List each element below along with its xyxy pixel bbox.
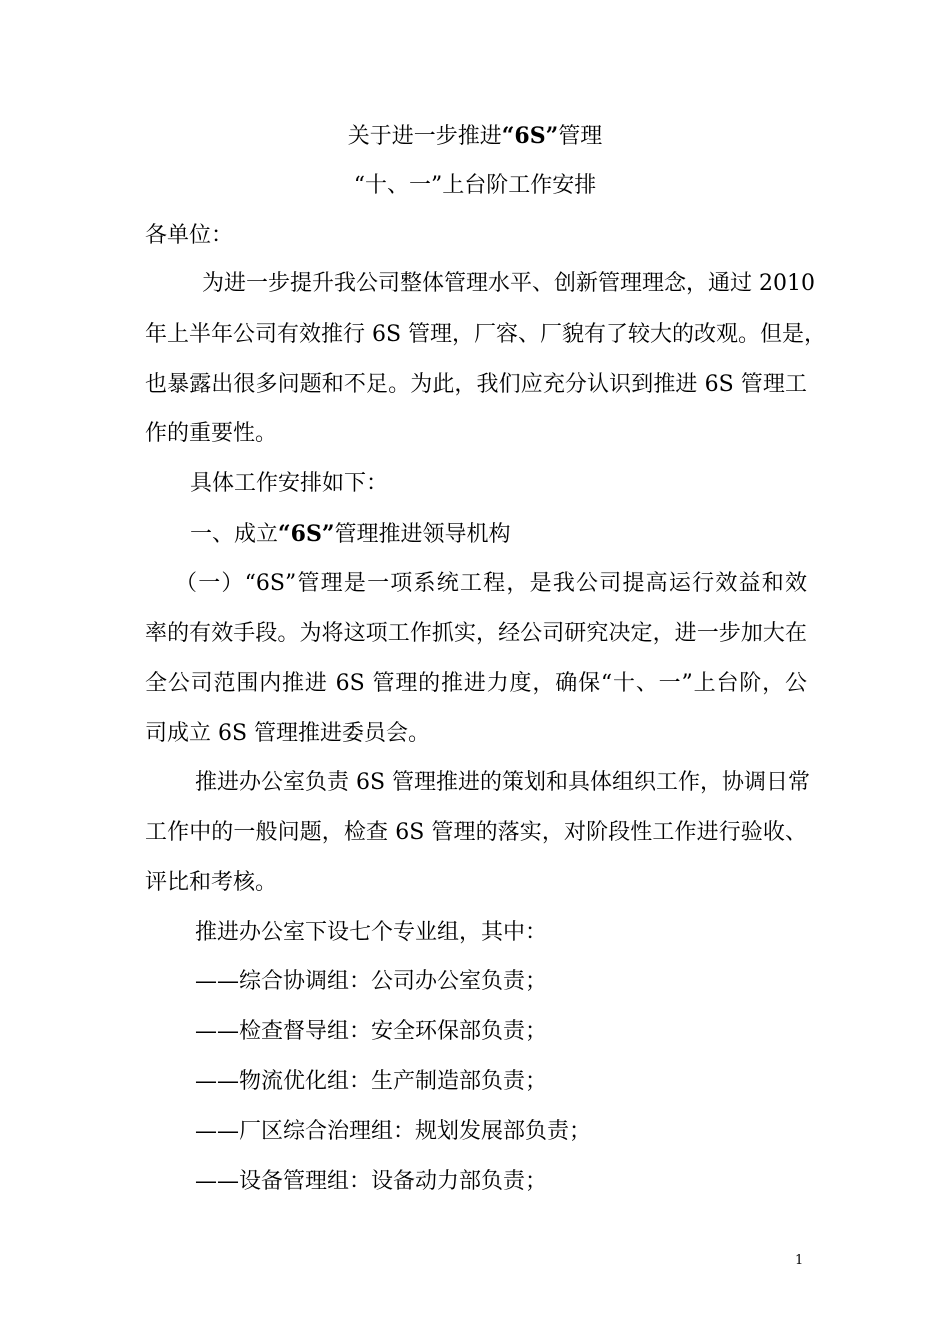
section-heading-after: 管理推进领导机构 [334,522,511,547]
document-title-line-1 [0,124,950,149]
page-number: 1 [795,1253,804,1268]
group-item: ——综合协调组：公司办公室负责； [195,969,548,994]
section-heading-bold: “6S” [278,521,335,547]
title-text-before: 关于进一步推进 [347,124,502,149]
salutation: 各单位： [145,223,234,248]
paragraph-3-line-1: 推进办公室负责 6S 管理推进的策划和具体组织工作，协调日常 [195,770,811,795]
title-text-bold: “6S” [501,123,559,149]
groups-intro: 推进办公室下设七个专业组，其中： [195,920,548,945]
paragraph-2-line-4: 司成立 6S 管理推进委员会。 [145,721,431,746]
document-title-line-2: “十、一”上台阶工作安排 [353,173,597,198]
paragraph-1-line-3: 也暴露出很多问题和不足。为此，我们应充分认识到推进 6S 管理工 [145,372,807,397]
paragraph-3-line-3: 评比和考核。 [145,870,278,895]
paragraph-2-line-3: 全公司范围内推进 6S 管理的推进力度，确保“十、一”上台阶，公 [145,671,807,696]
paragraph-1-line-2: 年上半年公司有效推行 6S 管理，厂容、厂貌有了较大的改观。但是， [145,322,827,347]
section-1-heading [190,521,511,548]
title-text-after: 管理 [558,124,603,149]
group-item: ——物流优化组：生产制造部负责； [195,1069,548,1094]
group-item: ——检查督导组：安全环保部负责； [195,1019,548,1044]
arrangement-intro: 具体工作安排如下： [190,471,389,496]
group-item: ——厂区综合治理组：规划发展部负责； [195,1119,592,1144]
group-item: ——设备管理组：设备动力部负责； [195,1169,548,1194]
paragraph-1-line-4: 作的重要性。 [145,421,278,446]
paragraph-1-line-1: 为进一步提升我公司整体管理水平、创新管理理念，通过 2010 [202,271,815,296]
paragraph-2-line-2: 率的有效手段。为将这项工作抓实，经公司研究决定，进一步加大在 [145,621,807,646]
paragraph-2-line-1: （一）“6S”管理是一项系统工程，是我公司提高运行效益和效 [175,571,807,596]
paragraph-3-line-2: 工作中的一般问题，检查 6S 管理的落实，对阶段性工作进行验收、 [145,820,807,845]
section-heading-before: 一、成立 [190,522,279,547]
